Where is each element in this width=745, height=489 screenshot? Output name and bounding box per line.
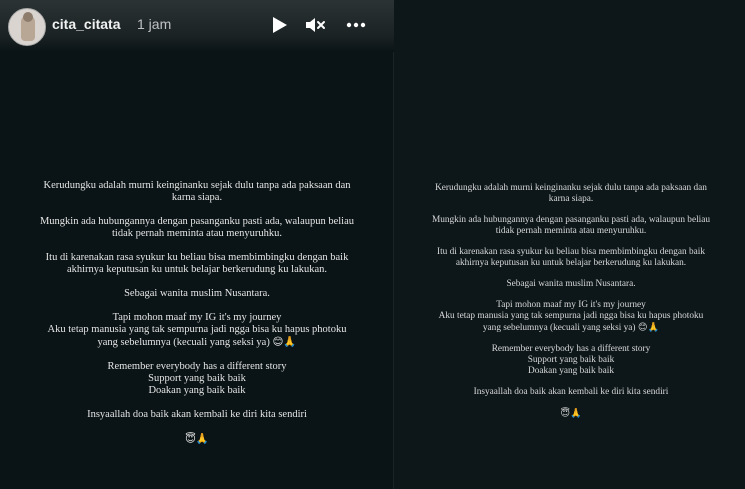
caption-text: yang sebelumnya (kecuali yang seksi ya) <box>97 337 270 348</box>
caption-line: Itu di karenakan rasa syukur ku beliau bisa membimbingku dengan baik <box>45 252 349 263</box>
play-icon[interactable] <box>268 14 290 36</box>
speaker-muted-icon[interactable] <box>304 14 326 36</box>
caption-line: Doakan yang baik baik <box>148 385 246 396</box>
caption-line: Doakan yang baik baik <box>528 366 614 376</box>
caption-line: Kerudungku adalah murni keinginanku sejak dulu tanpa ada paksaan dan <box>435 183 707 193</box>
caption-line: Aku tetap manusia yang tak sempurna jadi ngga bisa ku hapus photoku <box>47 324 347 335</box>
caption-line <box>402 322 740 334</box>
smile-pray-emoji: 😊🙏 <box>272 336 297 348</box>
caption-line: Tapi mohon maaf my IG it's my journey <box>112 312 282 323</box>
caption-line: Mungkin ada hubungannya dengan pasanganku pasti ada, walaupun beliau <box>39 216 355 227</box>
caption-line: Insyaallah doa baik akan kembali ke diri kita sendiri <box>473 387 669 397</box>
caption-line: Sebagai wanita muslim Nusantara. <box>506 279 636 289</box>
smile-pray-emoji: 😊🙏 <box>637 322 660 333</box>
caption-line: Insyaallah doa baik akan kembali ke diri kita sendiri <box>87 409 307 420</box>
username[interactable]: cita_citata <box>52 16 121 32</box>
post-timestamp: 1 jam <box>137 16 172 32</box>
panel-divider <box>393 0 394 489</box>
caption-line: akhirnya keputusan ku untuk belajar berkerudung ku lakukan. <box>66 264 328 275</box>
halo-pray-emoji: 😇🙏 <box>184 433 210 445</box>
avatar-head <box>23 12 33 22</box>
caption-line: Itu di karenakan rasa syukur ku beliau bisa membimbingku dengan baik <box>437 247 705 257</box>
more-options-icon[interactable] <box>345 14 367 36</box>
caption-line <box>12 336 382 349</box>
halo-pray-emoji: 😇🙏 <box>560 408 582 419</box>
caption-line: karna siapa. <box>171 192 223 203</box>
caption-line: karna siapa. <box>548 194 594 204</box>
avatar[interactable] <box>8 8 46 46</box>
caption-line: Tapi mohon maaf my IG it's my journey <box>496 300 646 310</box>
story-caption-right <box>402 183 740 420</box>
caption-text: yang sebelumnya (kecuali yang seksi ya) <box>482 323 636 333</box>
caption-line <box>402 408 740 420</box>
caption-line: akhirnya keputusan ku untuk belajar berkerudung ku lakukan. <box>455 258 687 268</box>
caption-line: Mungkin ada hubungannya dengan pasanganku pasti ada, walaupun beliau <box>431 215 711 225</box>
caption-line: Sebagai wanita muslim Nusantara. <box>124 288 270 299</box>
story-header <box>0 0 394 52</box>
caption-line: Aku tetap manusia yang tak sempurna jadi ngga bisa ku hapus photoku <box>438 311 704 321</box>
caption-line: Remember everybody has a different story <box>491 344 651 354</box>
caption-line: Remember everybody has a different story <box>107 361 287 372</box>
caption-line: tidak pernah meminta atau menyuruhku. <box>495 226 647 236</box>
caption-line: Support yang baik baik <box>527 355 615 365</box>
caption-line: tidak pernah meminta atau menyuruhku. <box>112 228 282 239</box>
caption-line <box>12 433 382 446</box>
caption-line: Support yang baik baik <box>148 373 246 384</box>
caption-line: Kerudungku adalah murni keinginanku sejak dulu tanpa ada paksaan dan <box>43 180 351 191</box>
story-caption-left <box>12 180 382 446</box>
